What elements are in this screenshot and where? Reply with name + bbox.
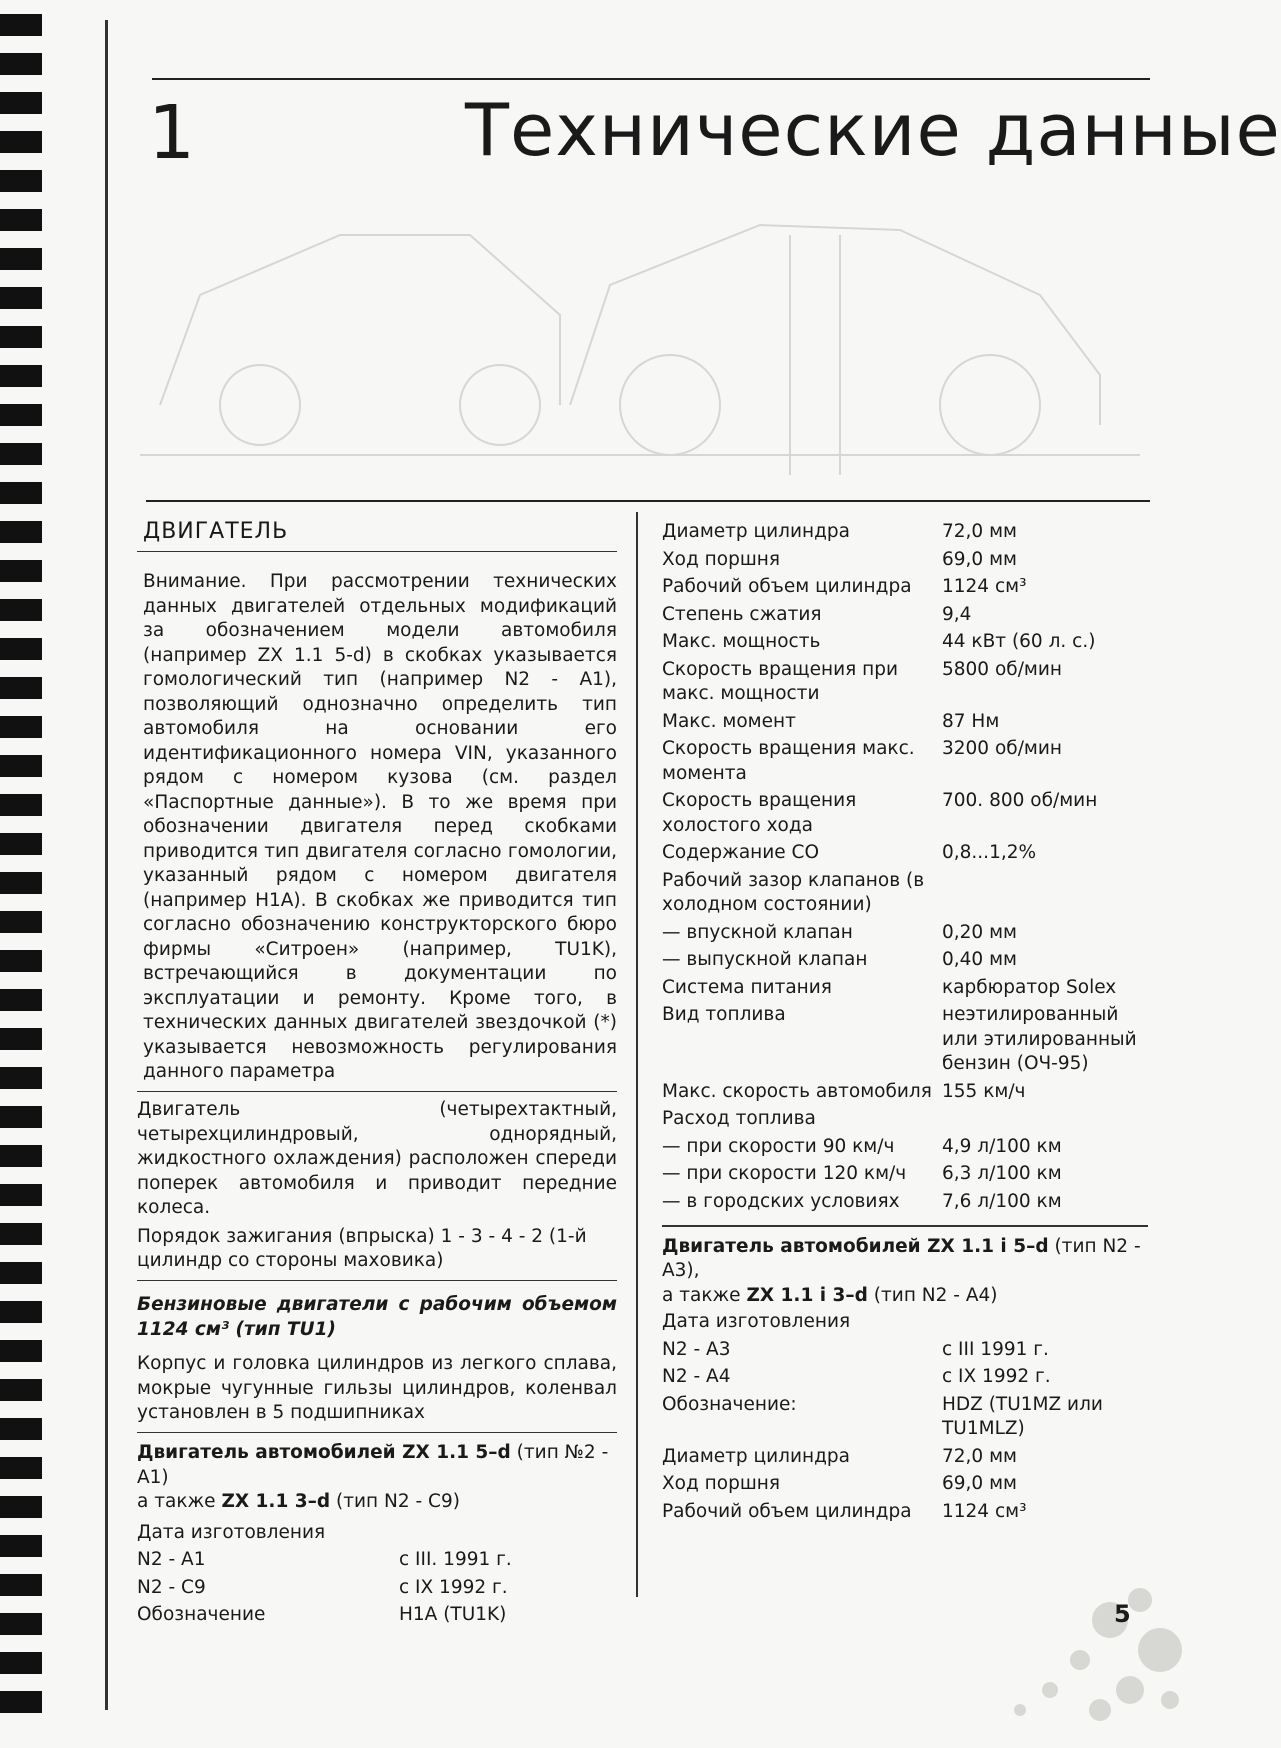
spec-value: 72,0 мм	[942, 1445, 1017, 1467]
binding-tab	[0, 482, 42, 504]
binding-tab	[0, 677, 42, 699]
spec-value: 0,40 мм	[942, 949, 1017, 970]
spec-row	[137, 1576, 617, 1601]
spec-row	[662, 1310, 1148, 1335]
spec-value: 6,3 л/100 км	[942, 1163, 1062, 1184]
spec-value: карбюратор Solex	[942, 976, 1117, 998]
binding-tab	[0, 1379, 42, 1401]
left-column	[137, 512, 617, 1631]
spec-value: с III. 1991 г.	[399, 1549, 512, 1570]
spec-value: 155 км/ч	[942, 1080, 1026, 1102]
variant1-spec-list	[137, 1521, 617, 1631]
binding-tab	[0, 1145, 42, 1167]
binding-tab	[0, 248, 42, 270]
spec-row	[662, 789, 1148, 838]
spec-label: Скорость вращения при макс. мощности	[662, 658, 898, 704]
spec-row	[662, 1365, 1148, 1390]
spec-row	[662, 841, 1148, 866]
page-number: 5	[1114, 1600, 1131, 1628]
binding-tab	[0, 1223, 42, 1245]
spec-row	[662, 1135, 1148, 1160]
spec-label: Рабочий объем цилиндра	[662, 576, 912, 597]
divider	[137, 1091, 617, 1093]
spec-value: 7,6 л/100 км	[942, 1190, 1062, 1212]
spec-label: Рабочий объем цилиндра	[662, 1500, 912, 1522]
binding-tab	[0, 1184, 42, 1206]
binding-tab	[0, 53, 42, 75]
binding-tab	[0, 326, 42, 348]
variant2-heading: Двигатель автомобилей ZX 1.1 i 5–d (тип N2 -A3), а также ZX 1.1 i 3–d (тип N2 - A4)	[662, 1235, 1141, 1306]
spec-value: 69,0 мм	[942, 548, 1017, 570]
spec-label: Степень сжатия	[662, 603, 822, 625]
binding-tab	[0, 287, 42, 309]
spec-label: Система питания	[662, 976, 832, 998]
engine-block-description: Корпус и головка цилиндров из легкого сплава, мокрые чугунные гильзы цилиндров, коленвал установлен в 5 подшипниках	[137, 1353, 617, 1423]
divider	[137, 1280, 617, 1282]
spec-value: с III 1991 г.	[942, 1338, 1049, 1360]
spec-value: 69,0 мм	[942, 1473, 1017, 1494]
binding-tab	[0, 950, 42, 972]
binding-tab	[0, 365, 42, 387]
binding-tab	[0, 1301, 42, 1323]
binding-tab	[0, 1535, 42, 1557]
car-drawing-background	[140, 175, 1140, 485]
spec-row	[662, 869, 1148, 918]
spec-row	[662, 1190, 1148, 1215]
binding-tab	[0, 989, 42, 1011]
engine-spec-list	[662, 520, 1148, 1217]
binding-tab	[0, 1028, 42, 1050]
spec-value: 5800 об/мин	[942, 658, 1062, 680]
spec-row	[662, 976, 1148, 1001]
spec-row	[662, 710, 1148, 735]
divider	[137, 1432, 617, 1434]
spec-value: 1124 см³	[942, 576, 1027, 597]
spec-value: 3200 об/мин	[942, 738, 1062, 759]
firing-order-text: Порядок зажигания (впрыска) 1 - 3 - 4 - 2 (1-й цилиндр со стороны маховика)	[137, 1225, 587, 1271]
binding-tab	[0, 521, 42, 543]
binding-tab	[0, 716, 42, 738]
spec-value: HDZ (TU1MZ или TU1MLZ)	[942, 1393, 1103, 1439]
spec-label: Обозначение:	[662, 1393, 797, 1415]
binding-tab	[0, 560, 42, 582]
spec-row	[662, 575, 1148, 600]
spec-label: — при скорости 90 км/ч	[662, 1135, 895, 1157]
petrol-engines-heading: Бензиновые двигатели с рабочим объемом 1124 см³ (тип TU1)	[137, 1294, 617, 1340]
spec-row	[662, 1162, 1148, 1187]
binding-tab	[0, 14, 42, 36]
spec-label: Макс. скорость автомобиля	[662, 1080, 932, 1102]
scan-smudge	[900, 1540, 1190, 1740]
spec-label: Дата изготовления	[137, 1521, 326, 1543]
spec-label: — при скорости 120 км/ч	[662, 1163, 907, 1184]
spec-value: с IX 1992 г.	[399, 1576, 508, 1598]
spec-label: Диаметр цилиндра	[662, 521, 850, 542]
binding-tab	[0, 1496, 42, 1518]
spec-row	[662, 1472, 1148, 1497]
spec-label: N2 - C9	[137, 1576, 206, 1598]
section-top-rule	[146, 500, 1150, 502]
spec-row	[662, 948, 1148, 973]
binding-tab	[0, 1106, 42, 1128]
spec-row	[137, 1521, 617, 1546]
spec-row	[662, 1393, 1148, 1442]
binding-tab	[0, 1613, 42, 1635]
binding-strip	[0, 0, 48, 1748]
binding-tab	[0, 872, 42, 894]
spec-value: 9,4	[942, 603, 972, 625]
binding-tab	[0, 1067, 42, 1089]
spec-label: Обозначение	[137, 1604, 266, 1625]
header-top-rule	[152, 78, 1150, 80]
spec-row	[662, 1338, 1148, 1363]
spec-row	[662, 1003, 1148, 1077]
spec-row	[662, 1445, 1148, 1470]
spec-row	[137, 1603, 617, 1628]
binding-tab	[0, 1691, 42, 1713]
spec-label: Макс. момент	[662, 710, 796, 732]
spec-label: Макс. мощность	[662, 631, 821, 652]
binding-tab	[0, 443, 42, 465]
chapter-number: 1	[148, 90, 196, 176]
binding-tab	[0, 755, 42, 777]
spec-value: 87 Нм	[942, 710, 1000, 732]
binding-tab	[0, 131, 42, 153]
spec-value: 0,8...1,2%	[942, 842, 1037, 863]
binding-tab	[0, 794, 42, 816]
page-spine-line	[105, 20, 108, 1710]
spec-label: Диаметр цилиндра	[662, 1445, 850, 1467]
spec-value: 0,20 мм	[942, 921, 1017, 943]
spec-label: Расход топлива	[662, 1108, 816, 1129]
engine-section-heading: ДВИГАТЕЛЬ	[143, 519, 289, 544]
spec-row	[662, 921, 1148, 946]
spec-label: Вид топлива	[662, 1004, 786, 1025]
spec-label: Дата изготовления	[662, 1311, 851, 1332]
variant1-heading: Двигатель автомобилей ZX 1.1 5–d (тип №2 - A1) а также ZX 1.1 3–d (тип N2 - C9)	[137, 1442, 609, 1512]
column-divider	[636, 512, 638, 1597]
spec-label: Скорость вращения макс. момента	[662, 738, 915, 784]
divider	[662, 1225, 1148, 1227]
spec-label: — выпускной клапан	[662, 949, 868, 970]
spec-label: Скорость вращения холостого хода	[662, 790, 857, 836]
spec-label: — в городских условиях	[662, 1190, 900, 1212]
spec-row	[662, 1500, 1148, 1525]
spec-value: 72,0 мм	[942, 521, 1017, 542]
binding-tab	[0, 92, 42, 114]
spec-label: Рабочий зазор клапанов (в холодном состоянии)	[662, 869, 925, 915]
binding-tab	[0, 833, 42, 855]
binding-tab	[0, 209, 42, 231]
engine-note-paragraph: Внимание. При рассмотрении технических данных двигателей отдельных модификаций за обозначением модели автомобиля (например ZX 1.1 5-d) в скобках указывается гомологический тип (например N2 - A1), позволяющий однозначно определить тип автомобиля на основании его идентификационного номера VIN, указанного рядом с номером кузова (см. раздел «Паспортные данные»). В то же время при обозначении двигателя перед скобками приводится тип двигателя согласно гомологии, указанный рядом с номером двигателя (например H1A). В скобках же приводится тип согласно обозначению конструкторского бюро фирмы «Ситроен» (например, TU1K), встречающийся в документации по эксплуатации и ремонту. Кроме того, в технических данных двигателей звездочкой (*) указывается невозможность регулирования данного параметра	[143, 571, 617, 1082]
spec-value: 700. 800 об/мин	[942, 790, 1098, 811]
spec-value: 1124 см³	[942, 1500, 1027, 1522]
spec-row	[662, 658, 1148, 707]
binding-tab	[0, 170, 42, 192]
spec-value: H1A (TU1K)	[399, 1604, 507, 1625]
binding-tab	[0, 1340, 42, 1362]
binding-tab	[0, 1418, 42, 1440]
spec-row	[662, 603, 1148, 628]
binding-tab	[0, 1262, 42, 1284]
binding-tab	[0, 1457, 42, 1479]
spec-label: Ход поршня	[662, 1473, 780, 1494]
spec-label: — впускной клапан	[662, 921, 853, 943]
spec-value: неэтилированный или этилированный бензин (ОЧ-95)	[942, 1004, 1137, 1074]
spec-row	[662, 1107, 1148, 1132]
binding-tab	[0, 1574, 42, 1596]
spec-label: N2 - A1	[137, 1549, 206, 1570]
spec-label: Содержание CO	[662, 842, 820, 863]
spec-value: с IX 1992 г.	[942, 1366, 1051, 1387]
spec-label: N2 - A3	[662, 1338, 731, 1360]
binding-tab	[0, 911, 42, 933]
spec-value: 4,9 л/100 км	[942, 1135, 1062, 1157]
right-column	[662, 520, 1148, 1527]
binding-tab	[0, 404, 42, 426]
binding-tab	[0, 1652, 42, 1674]
chapter-title: Технические данные	[465, 88, 1281, 172]
binding-tab	[0, 638, 42, 660]
binding-tab	[0, 599, 42, 621]
spec-row	[662, 520, 1148, 545]
spec-label: Ход поршня	[662, 548, 780, 570]
spec-label: N2 - A4	[662, 1366, 731, 1387]
spec-row	[137, 1548, 617, 1573]
spec-row	[662, 548, 1148, 573]
spec-row	[662, 1080, 1148, 1105]
spec-value: 44 кВт (60 л. с.)	[942, 631, 1096, 652]
spec-row	[662, 737, 1148, 786]
engine-description-paragraph: Двигатель (четырехтактный, четырехцилиндровый, однорядный, жидкостного охлаждения) расположен спереди поперек автомобиля и приводит передние колеса.	[137, 1099, 617, 1218]
divider	[137, 551, 617, 553]
variant2-spec-list	[662, 1310, 1148, 1527]
spec-row	[662, 630, 1148, 655]
